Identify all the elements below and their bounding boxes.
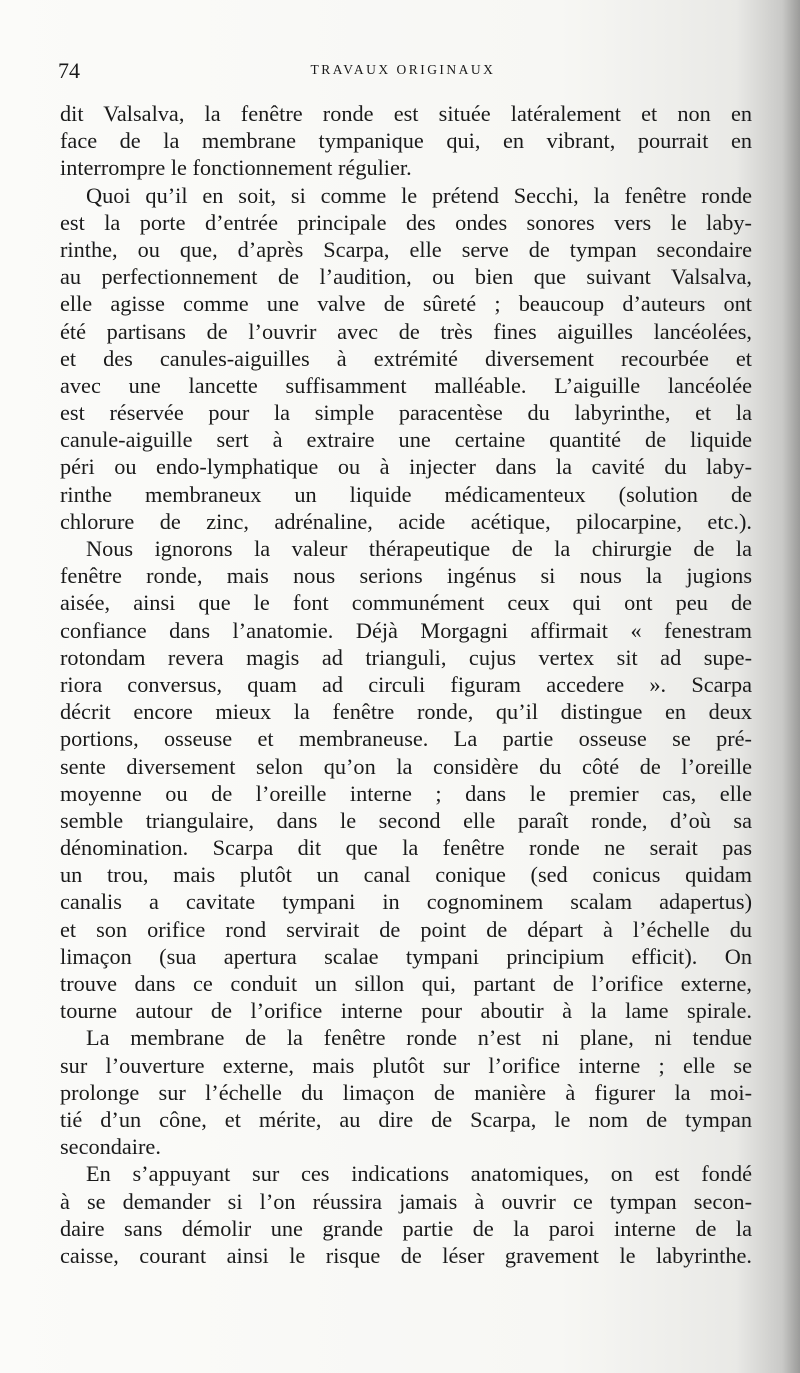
text-line: à se demander si l’on réussira jamais à ouvrir ce tympan secon- [60,1188,752,1214]
text-line: été partisans de l’ouvrir avec de très fines aiguilles lancéolées, [60,318,752,344]
text-line: trouve dans ce conduit un sillon qui, partant de l’orifice externe, [60,971,752,996]
text-line: chlorure de zinc, adrénaline, acide acétique, pilocarpine, etc.). [60,508,752,534]
body-text [60,100,752,1269]
text-line: prolonge sur l’échelle du limaçon de manière à figurer la moi- [60,1079,752,1105]
text-line: riora conversus, quam ad circuli figuram accedere ». Scarpa [60,671,752,697]
text-line: interrompre le fonctionnement régulier. [60,155,412,181]
text-line: au perfectionnement de l’audition, ou bien que suivant Valsalva, [60,264,752,290]
text-line: semble triangulaire, dans le second elle paraît ronde, d’où sa [60,807,752,833]
page-edge-shadow [782,0,800,1373]
page-header [58,58,748,88]
text-line: Nous ignorons la valeur thérapeutique de la chirurgie de la [86,536,752,561]
text-line: face de la membrane tympanique qui, en vibrant, pourrait en [60,128,752,154]
running-head: TRAVAUX ORIGINAUX [310,62,496,77]
text-line: dénomination. Scarpa dit que la fenêtre ronde ne serait pas [60,835,752,861]
text-line: sente diversement selon qu’on la considère du côté de l’oreille [60,753,752,779]
text-line: limaçon (sua apertura scalae tympani principium efficit). On [60,943,752,969]
text-line: un trou, mais plutôt un canal conique (sed conicus quidam [60,862,752,888]
text-line: aisée, ainsi que le font communément ceux qui ont peu de [60,590,752,616]
text-line: dit Valsalva, la fenêtre ronde est située latéralement et non en [60,101,752,126]
text-line: elle agisse comme une valve de sûreté ; beaucoup d’auteurs ont [60,291,752,317]
text-line: canule-aiguille sert à extraire une certaine quantité de liquide [60,427,752,453]
text-line: portions, osseuse et membraneuse. La partie osseuse se pré- [60,726,752,752]
text-line: rotondam revera magis ad trianguli, cujus vertex sit ad supe- [60,644,752,670]
text-line: est la porte d’entrée principale des ondes sonores vers le laby- [60,209,752,235]
text-line: et son orifice rond servirait de point de départ à l’échelle du [60,916,752,942]
text-line: La membrane de la fenêtre ronde n’est ni plane, ni tendue [86,1025,752,1051]
text-line: rinthe membraneux un liquide médicamenteux (solution de [60,481,752,507]
text-line: canalis a cavitate tympani in cognominem scalam adapertus) [60,889,752,915]
text-line: tié d’un cône, et mérite, au dire de Scarpa, le nom de tympan [60,1106,752,1132]
text-line: fenêtre ronde, mais nous serions ingénus si nous la jugions [60,563,752,589]
text-line: confiance dans l’anatomie. Déjà Morgagni affirmait « fenestram [60,617,752,643]
page-number: 74 [58,58,80,83]
text-line: secondaire. [60,1134,161,1160]
text-line: et des canules-aiguilles à extrémité diversement recourbée et [60,345,752,371]
text-line: péri ou endo-lymphatique ou à injecter dans la cavité du laby- [60,454,752,480]
text-line: caisse, courant ainsi le risque de léser gravement le labyrinthe. [60,1242,752,1268]
text-line: décrit encore mieux la fenêtre ronde, qu’il distingue en deux [60,699,752,725]
text-line: moyenne ou de l’oreille interne ; dans le premier cas, elle [60,780,752,806]
text-line: est réservée pour la simple paracentèse du labyrinthe, et la [60,400,752,426]
text-line: rinthe, ou que, d’après Scarpa, elle serve de tympan secondaire [60,236,752,262]
text-line: En s’appuyant sur ces indications anatomiques, on est fondé [86,1161,752,1187]
text-line: tourne autour de l’orifice interne pour aboutir à la lame spirale. [60,998,752,1024]
text-line: Quoi qu’il en soit, si comme le prétend Secchi, la fenêtre ronde [86,182,752,208]
text-line: sur l’ouverture externe, mais plutôt sur l’orifice interne ; elle se [60,1052,752,1078]
text-line: daire sans démolir une grande partie de la paroi interne de la [60,1215,752,1241]
text-line: avec une lancette suffisamment malléable. L’aiguille lancéolée [60,372,752,398]
